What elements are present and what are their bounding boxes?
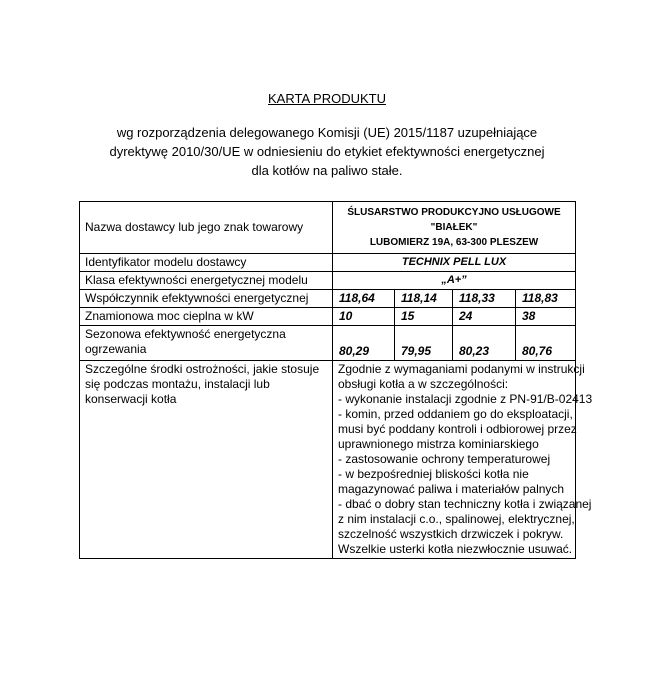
rated-output-value: 15	[395, 308, 453, 326]
precautions-line: szczelność wszystkich drzwiczek i pokryw.	[338, 527, 564, 541]
efficiency-index-value: 118,33	[453, 290, 516, 308]
precautions-label: Szczególne środki ostrożności, jakie stosuje się podczas montażu, instalacji lub konserwacji kotła	[80, 361, 333, 559]
efficiency-class-value: „A+”	[333, 272, 576, 290]
precautions-line: obsługi kotła a w szczególności:	[338, 377, 509, 391]
table-row-precautions	[80, 361, 576, 559]
efficiency-index-value: 118,14	[395, 290, 453, 308]
efficiency-index-label: Współczynnik efektywności energetycznej	[80, 290, 333, 308]
table-row-efficiency-index	[80, 290, 576, 308]
rated-output-value: 38	[516, 308, 576, 326]
seasonal-efficiency-value: 80,23	[453, 326, 516, 361]
precautions-line: - dbać o dobry stan techniczny kotła i związanej	[338, 497, 592, 511]
supplier-label: Nazwa dostawcy lub jego znak towarowy	[80, 202, 333, 254]
table-row-supplier	[80, 202, 576, 254]
rated-output-value: 10	[333, 308, 395, 326]
table-row-efficiency-class	[80, 272, 576, 290]
supplier-name: ŚLUSARSTWO PRODUKCYJNO USŁUGOWE "BIAŁEK"	[347, 207, 561, 233]
precautions-line: - komin, przed oddaniem go do eksploatacji,	[338, 407, 573, 421]
precautions-line: magazynować paliwa i materiałów palnych	[338, 482, 565, 496]
precautions-line: Wszelkie usterki kotła niezwłocznie usuwać.	[338, 542, 573, 556]
subtitle-line: dla kotłów na paliwo stałe.	[251, 163, 403, 178]
table-row-seasonal-efficiency	[80, 326, 576, 361]
precautions-line: uprawnionego mistrza kominiarskiego	[338, 437, 539, 451]
supplier-address: LUBOMIERZ 19A, 63-300 PLESZEW	[369, 237, 539, 248]
precautions-line: - zastosowanie ochrony temperaturowej	[338, 452, 551, 466]
document-subtitle	[0, 123, 654, 180]
seasonal-efficiency-value: 79,95	[395, 326, 453, 361]
seasonal-efficiency-label: Sezonowa efektywność energetyczna ogrzewania	[80, 326, 333, 361]
supplier-value	[333, 202, 576, 254]
product-data-table	[79, 201, 593, 559]
seasonal-efficiency-value: 80,76	[516, 326, 576, 361]
table-row-model	[80, 254, 576, 272]
model-value: TECHNIX PELL LUX	[333, 254, 576, 272]
precautions-line: z nim instalacji c.o., spalinowej, elektrycznej,	[338, 512, 575, 526]
precautions-line: - w bezpośredniej bliskości kotła nie	[338, 467, 529, 481]
document-title: KARTA PRODUKTU	[268, 91, 386, 106]
rated-output-label: Znamionowa moc cieplna w kW	[80, 308, 333, 326]
table-row-rated-output	[80, 308, 576, 326]
seasonal-efficiency-value: 80,29	[333, 326, 395, 361]
model-label: Identyfikator modelu dostawcy	[80, 254, 333, 272]
precautions-text	[333, 361, 593, 559]
precautions-line: musi być poddany kontroli i odbiorowej przez	[338, 422, 577, 436]
subtitle-line: wg rozporządzenia delegowanego Komisji (UE) 2015/1187 uzupełniające	[116, 125, 538, 140]
precautions-line: Zgodnie z wymaganiami podanymi w instrukcji	[338, 362, 585, 376]
subtitle-line: dyrektywę 2010/30/UE w odniesieniu do etykiet efektywności energetycznej	[109, 144, 545, 159]
efficiency-index-value: 118,83	[516, 290, 576, 308]
precautions-line: - wykonanie instalacji zgodnie z PN-91/B-02413	[338, 392, 593, 406]
efficiency-index-value: 118,64	[333, 290, 395, 308]
rated-output-value: 24	[453, 308, 516, 326]
efficiency-class-label: Klasa efektywności energetycznej modelu	[80, 272, 333, 290]
